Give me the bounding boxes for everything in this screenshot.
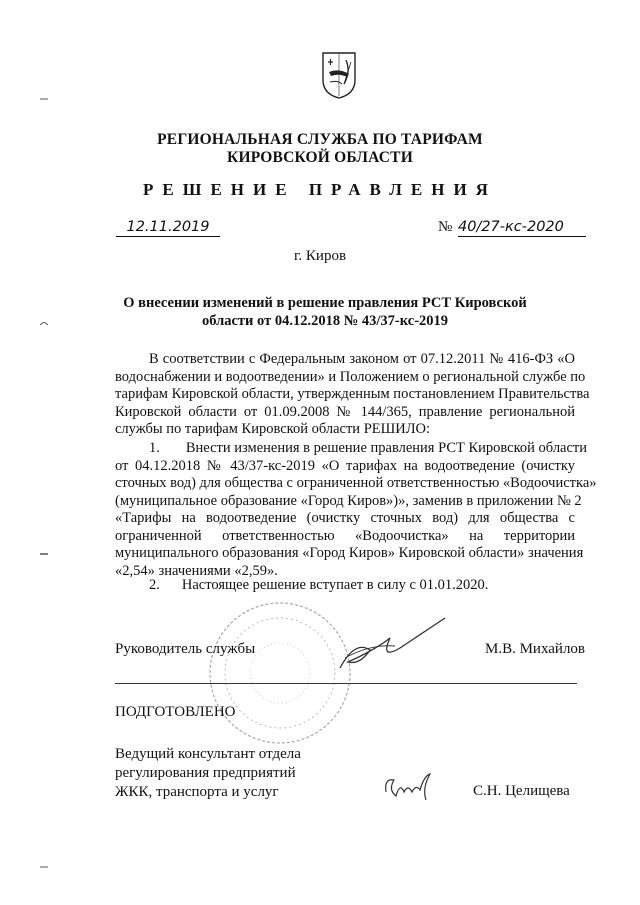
text-line: (муниципальное образование «Город Киров»)», заменив в приложении № 2 [115,492,582,509]
text-line: муниципального образования «Город Киров» Кировской области» значения [115,545,584,561]
document-date: 12.11.2019 [116,218,220,237]
number-sign: № [438,219,453,235]
text-line: водоснабжении и водоотведении» и Положением о региональной службе по [115,368,586,385]
subject-line-1: О внесении изменений в решение правления РСТ Кировской [123,295,527,311]
text-line: 1. Внести изменения в решение правления РСТ Кировской области [149,440,588,456]
text-line: «Тарифы на водоотведение (очистку сточных вод) для общества с [115,510,575,526]
prepared-label: ПОДГОТОВЛЕНО [115,704,236,720]
coat-of-arms-emblem [320,50,358,100]
text-line: ограниченной ответственностью «Водоочистка» на территории [115,527,575,544]
text-line: службы по тарифам Кировской области РЕШИЛО: [115,421,431,437]
org-name-line-1: РЕГИОНАЛЬНАЯ СЛУЖБА ПО ТАРИФАМ [157,131,483,148]
org-name-line-2: КИРОВСКОЙ ОБЛАСТИ [227,149,413,166]
document-type: РЕШЕНИЕ ПРАВЛЕНИЯ [143,180,497,199]
margin-mark [40,865,48,869]
consultant-name: С.Н. Целищева [473,783,570,799]
head-role: Руководитель службы [115,641,256,657]
text-line: «2,54» значениями «2,59». [115,562,278,579]
item-number: 2. [149,577,160,593]
text-line: 2. Настоящее решение вступает в силу с 01.01.2020. [149,577,489,593]
consultant-role-line: регулирования предприятий [115,765,296,781]
divider-line [115,683,577,684]
item-number: 1. [149,440,160,456]
city: г. Киров [293,248,347,264]
text-line: В соответствии с Федеральным законом от 07.12.2011 № 416-ФЗ «О [149,351,575,367]
preamble-paragraph [115,351,590,439]
margin-mark [40,322,48,326]
text-line: от 04.12.2018 № 43/37-кс-2019 «О тарифах на водоотведение (очистку [115,457,575,474]
item-1 [115,440,597,580]
text-line: сточных вод) для общества с ограниченной ответственностью «Водоочистка» [115,475,597,491]
item-2 [115,577,575,595]
text-line: Кировской области от 01.09.2008 № 144/365, правление региональной [115,403,575,420]
consultant-role-line: Ведущий консультант отдела [115,746,301,762]
subject-line-2: области от 04.12.2018 № 43/37-кс-2019 [201,313,449,329]
document-number [438,218,588,238]
head-name: М.В. Михайлов [485,641,586,657]
head-handwritten-signature [300,610,450,680]
margin-mark [40,552,48,556]
number-value: 40/27-кс-2020 [458,218,586,237]
margin-mark [40,97,48,101]
consultant-role-line: ЖКК, транспорта и услуг [115,784,279,800]
consultant-handwritten-signature [380,770,440,805]
text-line: тарифам Кировской области, утвержденным постановлением Правительства [115,386,590,402]
